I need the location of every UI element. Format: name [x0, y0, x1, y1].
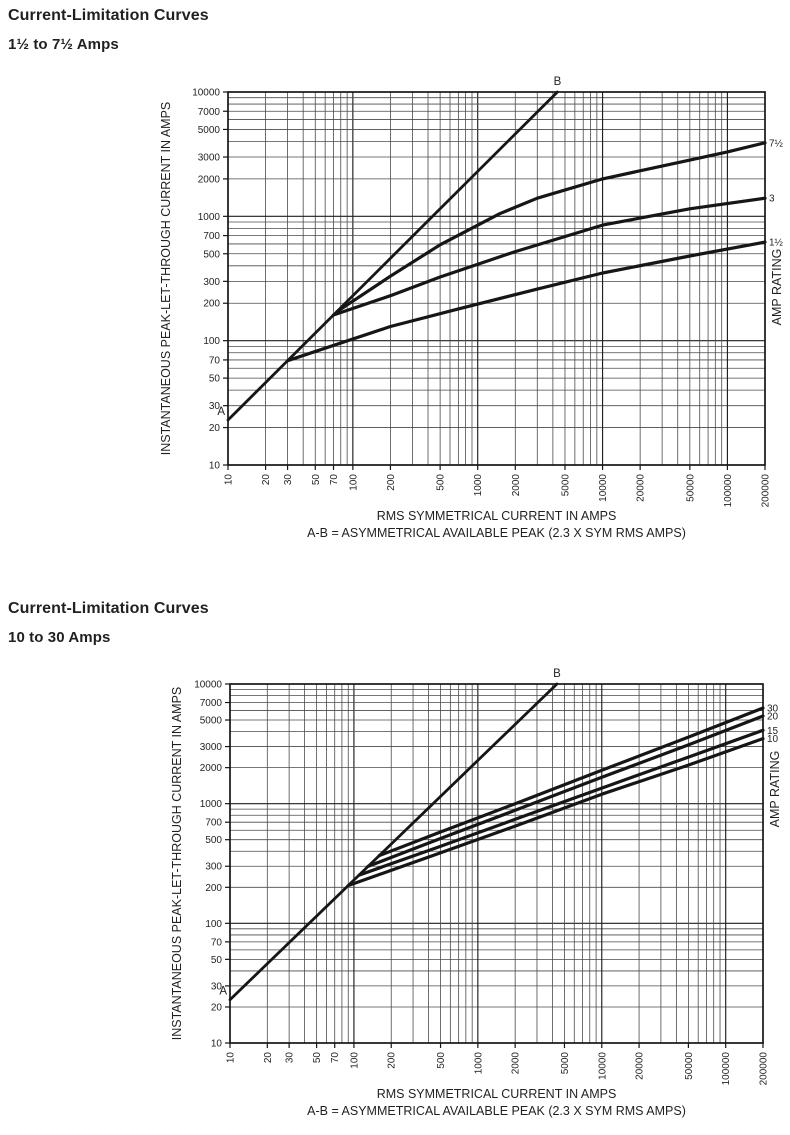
- x-tick-label: 10: [223, 474, 235, 486]
- x-tick-label: 100: [348, 474, 360, 491]
- x-axis-title: RMS SYMMETRICAL CURRENT IN AMPS: [376, 509, 617, 523]
- ab-line-start-label: A: [219, 985, 227, 998]
- chart-2-title: Current-Limitation Curves: [8, 600, 209, 617]
- curve-amp-rating-label: 20: [767, 711, 779, 723]
- y-tick-label: 700: [205, 817, 222, 829]
- y-tick-label: 300: [205, 861, 222, 873]
- curve-amp-rating-label: 15: [767, 725, 779, 737]
- y-tick-label: 300: [203, 276, 220, 288]
- y-tick-label: 10000: [194, 679, 222, 691]
- curve-amp-rating-label: 10: [767, 734, 779, 746]
- y-tick-label: 10: [208, 460, 220, 472]
- amp-rating-curve: [379, 704, 778, 856]
- y-tick-label: 3000: [197, 152, 220, 164]
- y-tick-label: 100: [205, 918, 222, 930]
- x-tick-label: 50: [312, 1052, 324, 1064]
- x-tick-label: 100: [349, 1052, 361, 1069]
- curve-amp-rating-label: 3: [769, 193, 775, 205]
- y-tick-label: 2000: [199, 763, 222, 775]
- x-tick-label: 500: [435, 474, 447, 491]
- y-tick-label: 500: [205, 835, 222, 847]
- y-tick-label: 50: [210, 954, 222, 966]
- x-tick-label: 50000: [683, 1052, 695, 1080]
- y-tick-label: 10000: [192, 87, 220, 99]
- amp-rating-curve: [359, 726, 778, 875]
- plot-border: [228, 92, 765, 465]
- right-axis-title: AMP RATING: [768, 750, 782, 828]
- x-tick-label: 500: [436, 1052, 448, 1069]
- current-limitation-chart-2-canvas: [0, 575, 790, 1135]
- y-tick-label: 700: [203, 231, 220, 243]
- log-grid: [228, 92, 765, 465]
- amp-rating-curve: [288, 238, 784, 361]
- x-axis-ticks: [224, 465, 772, 507]
- x-tick-label: 5000: [559, 1052, 571, 1075]
- x-tick-label: 20000: [635, 474, 647, 502]
- y-tick-label: 20: [210, 1002, 222, 1014]
- y-tick-label: 70: [208, 355, 220, 367]
- x-tick-label: 100000: [721, 1052, 733, 1086]
- y-axis-title: INSTANTANEOUS PEAK-LET-THROUGH CURRENT IN AMPS: [159, 101, 173, 456]
- x-tick-label: 20: [261, 474, 273, 486]
- y-tick-label: 100: [203, 336, 220, 348]
- chart-2-subtitle: 10 to 30 Amps: [8, 629, 111, 646]
- x-tick-label: 2000: [510, 1052, 522, 1075]
- current-limitation-chart-1-canvas: [0, 0, 790, 560]
- amp-rating-curve: [337, 138, 783, 311]
- y-tick-label: 5000: [197, 124, 220, 136]
- y-tick-label: 3000: [199, 742, 222, 754]
- ab-line-end-label: B: [553, 668, 561, 680]
- x-tick-label: 30: [284, 1052, 296, 1064]
- x-tick-label: 200: [385, 474, 397, 491]
- amp-rating-curve: [368, 712, 779, 867]
- x-tick-label: 10: [225, 1052, 237, 1064]
- y-tick-label: 2000: [197, 174, 220, 186]
- x-tick-label: 30: [283, 474, 295, 486]
- y-tick-label: 1000: [199, 799, 222, 811]
- y-tick-label: 1000: [197, 211, 220, 223]
- x-tick-label: 50: [310, 474, 322, 486]
- y-tick-label: 500: [203, 249, 220, 261]
- x-tick-label: 70: [329, 474, 341, 486]
- y-tick-label: 5000: [199, 715, 222, 727]
- x-tick-label: 1000: [473, 474, 485, 497]
- chart-1-subtitle: 1½ to 7½ Amps: [8, 36, 119, 53]
- x-tick-label: 2000: [510, 474, 522, 497]
- y-tick-label: 30: [208, 401, 220, 413]
- curve-amp-rating-label: 30: [767, 703, 779, 715]
- x-tick-label: 10000: [597, 1052, 609, 1080]
- y-tick-label: 10: [210, 1038, 222, 1050]
- ab-line-start-label: A: [217, 406, 225, 419]
- x-tick-label: 10000: [598, 474, 610, 502]
- x-tick-label: 200000: [758, 1052, 770, 1086]
- y-tick-label: 50: [208, 373, 220, 385]
- chart-1-title: Current-Limitation Curves: [8, 7, 209, 24]
- right-axis-title: AMP RATING: [770, 248, 784, 326]
- x-tick-label: 5000: [560, 474, 572, 497]
- ab-line-note: A-B = ASYMMETRICAL AVAILABLE PEAK (2.3 X SYM RMS AMPS): [307, 1104, 686, 1118]
- y-tick-label: 200: [205, 882, 222, 894]
- x-tick-label: 100000: [722, 474, 734, 508]
- x-tick-label: 1000: [473, 1052, 485, 1075]
- amp-rating-curve: [334, 194, 776, 315]
- x-axis-ticks: [226, 1043, 770, 1085]
- y-tick-label: 30: [210, 981, 222, 993]
- curve-amp-rating-label: 1½: [769, 237, 783, 249]
- y-tick-label: 7000: [197, 106, 220, 118]
- x-tick-label: 200000: [760, 474, 772, 508]
- x-tick-label: 200: [386, 1052, 398, 1069]
- y-tick-label: 20: [208, 423, 220, 435]
- x-axis-title: RMS SYMMETRICAL CURRENT IN AMPS: [376, 1087, 617, 1101]
- y-tick-label: 70: [210, 937, 222, 949]
- ab-line-end-label: B: [553, 76, 562, 88]
- ab-line-note: A-B = ASYMMETRICAL AVAILABLE PEAK (2.3 X SYM RMS AMPS): [307, 526, 686, 540]
- x-tick-label: 70: [330, 1052, 342, 1064]
- x-tick-label: 50000: [685, 474, 697, 502]
- curve-amp-rating-label: 7½: [769, 138, 783, 150]
- y-tick-label: 200: [203, 298, 220, 310]
- x-tick-label: 20000: [634, 1052, 646, 1080]
- y-axis-title: INSTANTANEOUS PEAK-LET-THROUGH CURRENT IN AMPS: [170, 686, 184, 1041]
- x-tick-label: 20: [262, 1052, 274, 1064]
- y-tick-label: 7000: [199, 698, 222, 710]
